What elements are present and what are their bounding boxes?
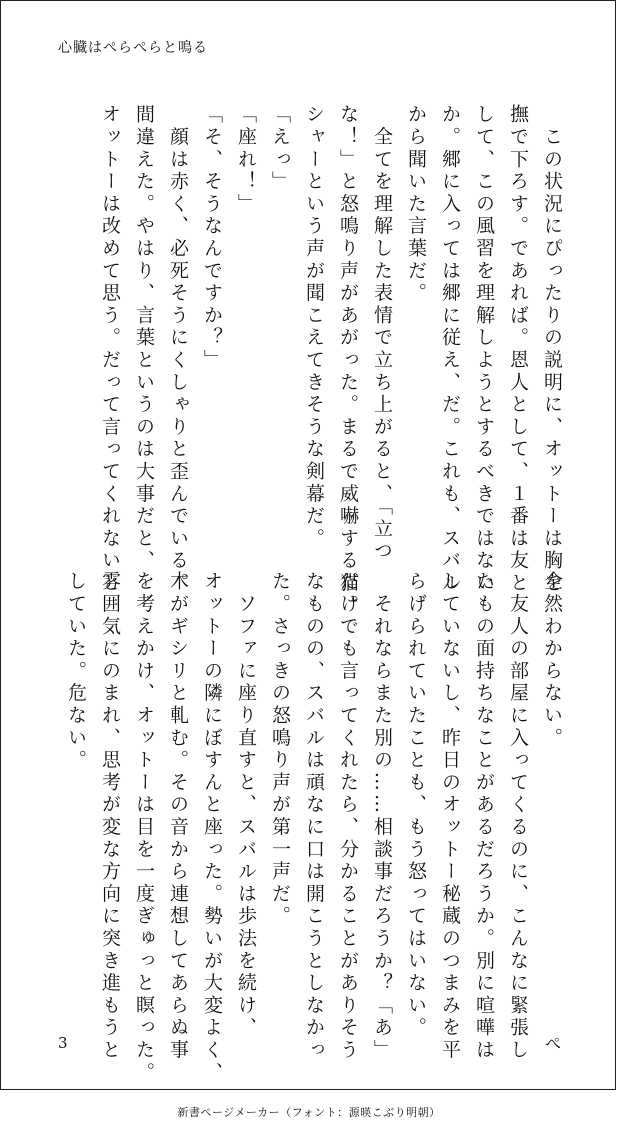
- text-line: ソファに座り直すと、スバルは歩法を続け、: [235, 571, 257, 1040]
- dialogue-line: 「えっ」: [269, 104, 291, 194]
- text-line: を考えかけ、オットーは目を一度ぎゅっと瞑った。: [133, 571, 155, 1084]
- dialogue-line: 「そ、そうなんですか？」: [201, 104, 223, 372]
- lower-text-column: [59, 571, 569, 1084]
- text-line: シャーという声が聞こえてきそうな剣幕だ。: [303, 104, 325, 550]
- text-line: 全てを理解した表情で立ち上がると、「立つ: [371, 104, 393, 563]
- text-line: オットーの隣にぼすんと座った。勢いが大変よく、: [201, 571, 223, 1084]
- text-line: それならまた別の……相談事だろうか？「あ」: [371, 571, 393, 1062]
- text-line: オットーは改めて思う。だって言ってくれないと: [99, 104, 121, 595]
- page-number: 3: [58, 1034, 68, 1052]
- dialogue-line: 「座れ！」: [235, 104, 257, 216]
- text-line: 木がギシリと軋む。その音から連想してあらぬ事: [167, 571, 189, 1062]
- text-line: た。さっきの怒鳴り声が第一声だ。: [269, 571, 291, 928]
- running-title: 心臓はぺらぺらと鳴る: [58, 40, 208, 56]
- text-line: なものの、スバルは頑なに口は開こうとしなかっ: [303, 571, 325, 1062]
- running-marker: ぺ: [545, 1034, 562, 1053]
- text-line: だけでも言ってくれたら、分かることがありそう: [337, 571, 359, 1062]
- text-line: して、この風習を理解しようとするべきではない: [473, 104, 495, 595]
- text-line: らげられていたことも、もう怒ってはいない。: [405, 571, 427, 1040]
- text-line: していないし、昨日のオットー秘蔵のつまみを平: [439, 571, 461, 1062]
- text-line: 撫で下ろす。であれば。恩人として、１番は友と: [507, 104, 529, 595]
- text-line: この状況にぴったりの説明に、オットーは胸を: [541, 104, 563, 595]
- text-line: 友人の部屋に入ってくるのに、こんなに緊張し: [507, 571, 529, 1062]
- text-line: していた。危ない。: [65, 571, 87, 772]
- text-line: たもの面持ちなことがあるだろうか。別に喧嘩は: [473, 571, 495, 1062]
- text-line: か。郷に入っては郷に従え、だ。これも、スバル: [439, 104, 461, 595]
- text-line: から聞いた言葉だ。: [405, 104, 427, 305]
- text-line: 全然わからない。: [541, 571, 563, 750]
- text-line: 雰囲気にのまれ、思考が変な方向に突き進もうと: [99, 571, 121, 1062]
- footer-caption: 新書ページメーカー（フォント：源暎こぶり明朝）: [177, 1106, 441, 1119]
- text-line: 間違えた。やはり、言葉というのは大事だと、: [133, 104, 155, 573]
- text-line: な！」と怒鳴り声があがった。まるで威嚇する猫。: [337, 104, 359, 617]
- upper-text-column: [93, 104, 569, 617]
- text-line: 顔は赤く、必死そうにくしゃりと歪んでいる。: [167, 104, 189, 595]
